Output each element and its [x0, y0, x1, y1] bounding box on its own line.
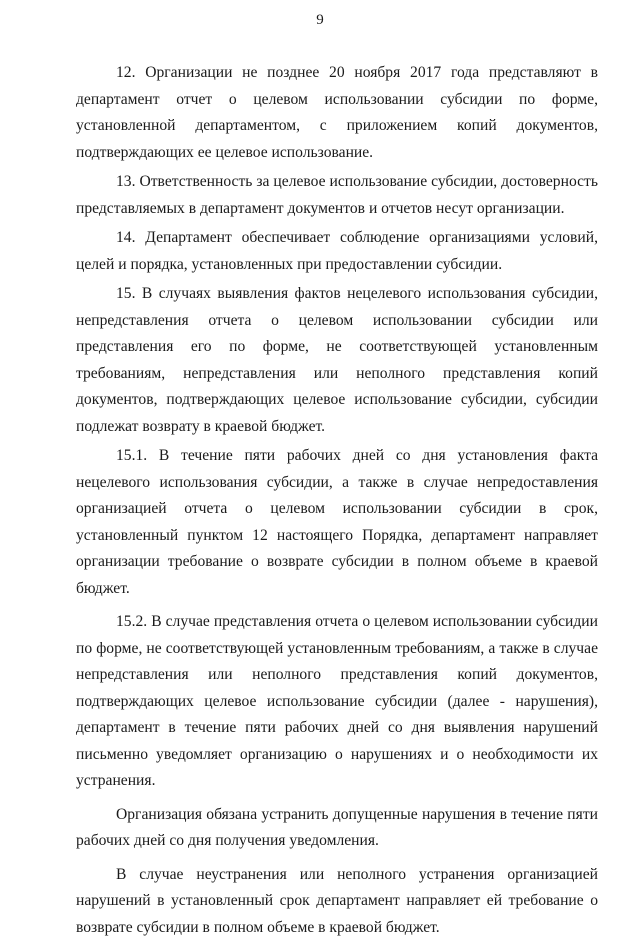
paragraph-15-2: 15.2. В случае представления отчета о целевом использовании субсидии по форме, не соответствующей установленным требованиям, а также в случае непредставления или неполного представления копий документов, подтверждающих целевое использование субсидии (далее - нарушения), департамент в течение пяти рабочих дней со дня выявления нарушений письменно уведомляет организацию о нарушениях и о необходимости их устранения. [76, 613, 598, 789]
paragraph-12: 12. Организации не позднее 20 ноября 2017 года представляют в департамент отчет о целевом использовании субсидии по форме, установленной департаментом, с приложением копий документов, подтверждающих ее целевое использование. [76, 64, 598, 161]
document-body [76, 60, 598, 944]
page-number: 9 [316, 12, 324, 28]
paragraph-14: 14. Департамент обеспечивает соблюдение организациями условий, целей и порядка, установленных при предоставлении субсидии. [76, 229, 598, 273]
paragraph-15-1: 15.1. В течение пяти рабочих дней со дня установления факта нецелевого использования субсидии, а также в случае непредоставления организацией отчета о целевом использовании субсидии в срок, установленный пунктом 12 настоящего Порядка, департамент направляет организации требование о возврате субсидии в полном объеме в краевой бюджет. [76, 447, 598, 597]
paragraph-obligation: Организация обязана устранить допущенные нарушения в течение пяти рабочих дней со дня получения уведомления. [76, 805, 598, 849]
paragraph-15: 15. В случаях выявления фактов нецелевого использования субсидии, непредставления отчета о целевом использовании субсидии или представления его по форме, не соответствующей установленным требованиям, непредставления или неполного представления копий документов, подтверждающих целевое использование субсидии, субсидии подлежат возврату в краевой бюджет. [76, 285, 598, 435]
paragraph-non-compliance: В случае неустранения или неполного устранения организацией нарушений в установленный срок департамент направляет ей требование о возврате субсидии в полном объеме в краевой бюджет. [76, 865, 598, 936]
paragraph-13: 13. Ответственность за целевое использование субсидии, достоверность представляемых в департамент документов и отчетов несут организации. [76, 173, 598, 217]
